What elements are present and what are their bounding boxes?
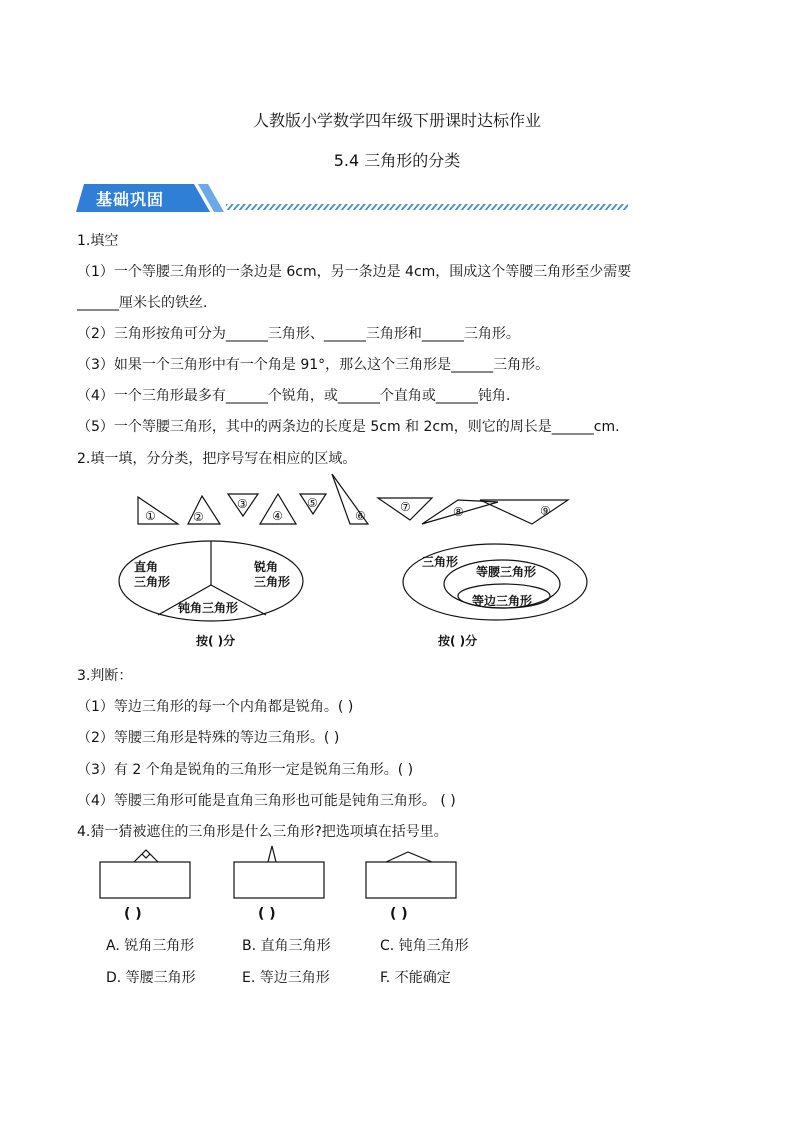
answer-blank-3: ( ) <box>390 906 408 922</box>
option-d: D. 等腰三角形 <box>106 970 196 986</box>
q3-item-2: （2）等腰三角形是特殊的等边三角形。( ) <box>77 730 340 746</box>
shape-number-7: ⑦ <box>400 500 411 514</box>
cover-box-1 <box>100 862 190 898</box>
right-triangle-label-line1: 直角 <box>134 560 159 574</box>
covered-triangles <box>96 842 476 902</box>
page-title: 人教版小学数学四年级下册课时达标作业 <box>252 111 541 130</box>
shape-number-1: ① <box>145 509 156 523</box>
lesson-subtitle: 5.4 三角形的分类 <box>333 151 461 170</box>
option-b: B. 直角三角形 <box>242 938 331 954</box>
q1-item-3: （3）如果一个三角形中有一个角是 91°，那么这个三角形是______三角形。 <box>77 357 550 373</box>
classify-by-caption-1: 按( )分 <box>196 634 236 648</box>
q1-item-1: （1）一个等腰三角形的一条边是 6cm，另一条边是 4cm，围成这个等腰三角形至少需要 <box>77 264 632 280</box>
q1-item-1-cont: ______厘米长的铁丝. <box>77 295 208 311</box>
q3-item-4: （4）等腰三角形可能是直角三角形也可能是钝角三角形。 ( ) <box>77 793 456 809</box>
section-label: 基础巩固 <box>96 190 165 209</box>
shape-number-4: ④ <box>272 509 283 523</box>
q1-item-4: （4）一个三角形最多有______个锐角，或______个直角或______钝角. <box>77 388 511 404</box>
q3-item-3: （3）有 2 个角是锐角的三角形一定是锐角三角形。( ) <box>77 762 414 778</box>
acute-triangle-label-line2: 三角形 <box>254 575 291 589</box>
q1-item-5: （5）一个等腰三角形，其中的两条边的长度是 5cm 和 2cm，则它的周长是______cm. <box>77 419 620 435</box>
option-c: C. 钝角三角形 <box>380 938 469 954</box>
shape-number-9: ⑨ <box>540 504 551 518</box>
classify-by-caption-2: 按( )分 <box>438 634 478 648</box>
q4-heading: 4.猜一猜被遮住的三角形是什么三角形?把选项填在括号里。 <box>77 824 448 840</box>
option-f: F. 不能确定 <box>380 970 451 986</box>
shape-number-8: ⑧ <box>453 505 464 519</box>
q3-heading: 3.判断： <box>77 668 133 684</box>
triangle-shapes <box>120 472 600 532</box>
obtuse-triangle-label: 钝角三角形 <box>178 601 239 615</box>
answer-blank-1: ( ) <box>124 906 142 922</box>
q1-heading: 1.填空 <box>77 233 119 249</box>
shape-number-5: ⑤ <box>307 496 318 510</box>
option-a: A. 锐角三角形 <box>106 938 195 954</box>
shape-number-6: ⑥ <box>355 509 366 523</box>
q3-item-1: （1）等边三角形的每一个内角都是锐角。( ) <box>77 699 354 715</box>
isosceles-set-label: 等腰三角形 <box>476 565 537 579</box>
section-banner <box>76 182 636 214</box>
option-e: E. 等边三角形 <box>242 970 330 986</box>
q2-heading: 2.填一填，分分类，把序号写在相应的区域。 <box>77 451 357 467</box>
triangle-1 <box>138 497 178 524</box>
triangle-set-label: 三角形 <box>422 555 459 569</box>
cover-box-3 <box>366 862 456 898</box>
right-triangle-label-line2: 三角形 <box>134 575 171 589</box>
answer-blank-2: ( ) <box>258 906 276 922</box>
equilateral-set-label: 等边三角形 <box>472 594 533 608</box>
q1-item-2: （2）三角形按角可分为______三角形、______三角形和______三角形。 <box>77 326 520 342</box>
shape-number-2: ② <box>193 510 204 524</box>
cover-box-2 <box>234 862 324 898</box>
shape-number-3: ③ <box>237 497 248 511</box>
acute-triangle-label-line1: 锐角 <box>254 560 279 574</box>
